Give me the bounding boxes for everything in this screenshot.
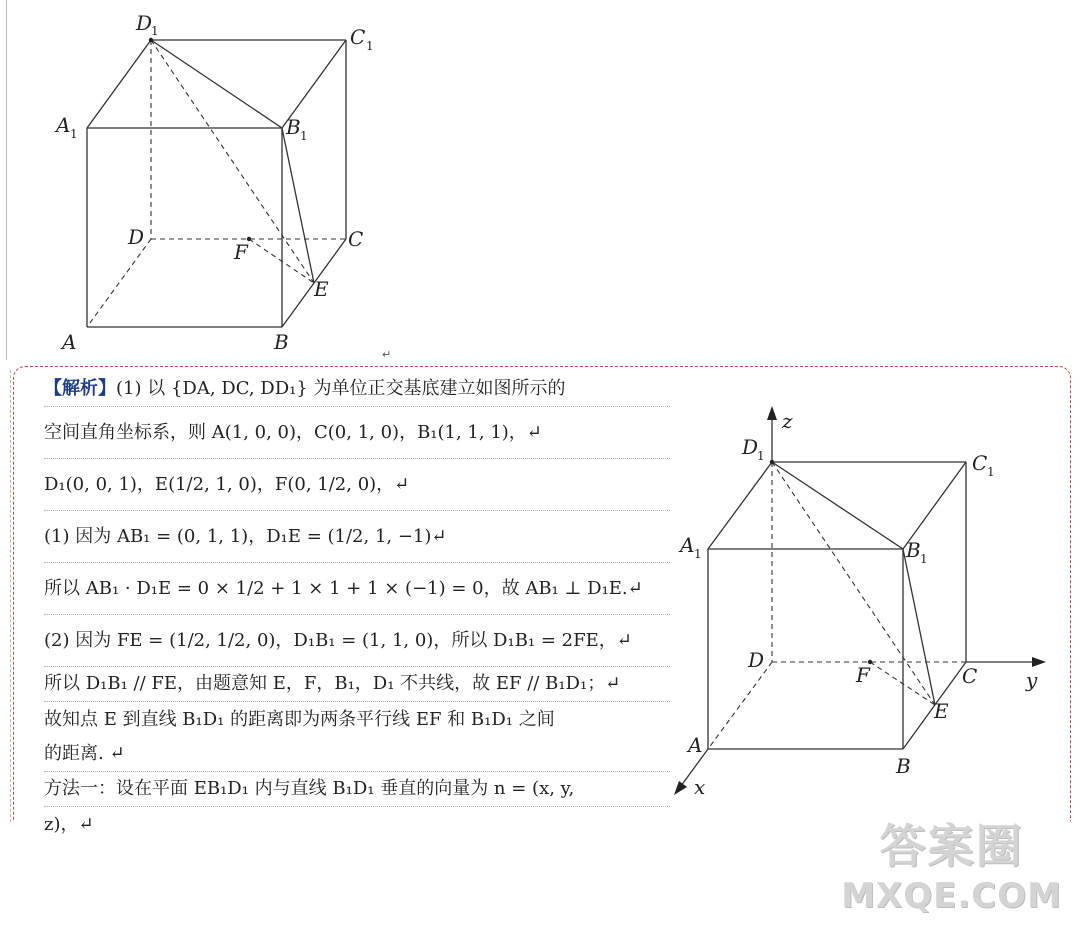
label-F-top: F	[234, 240, 248, 264]
label-B-right: B	[896, 754, 911, 778]
label-D1-right: D	[742, 435, 759, 459]
label-D1-top: D	[136, 11, 153, 35]
label-B-top: B	[274, 330, 289, 354]
label-A1-top: A	[56, 113, 71, 137]
cube-figure-top	[0, 0, 400, 360]
solution-line-7: 所以 D₁B₁ // FE，由题意知 E，F，B₁，D₁ 不共线，故 EF // B₁D₁；↵	[44, 667, 670, 702]
solution-line-10: 方法一：设在平面 EB₁D₁ 内与直线 B₁D₁ 垂直的向量为 n = (x, y,	[44, 772, 670, 807]
svg-text:1: 1	[694, 547, 702, 561]
svg-text:1: 1	[987, 465, 995, 479]
watermark-url: MXQE.COM	[841, 876, 1062, 916]
label-C1-right: C	[972, 451, 988, 475]
svg-text:1: 1	[366, 39, 374, 53]
label-E-top: E	[314, 277, 329, 301]
axis-label-y: y	[1026, 668, 1038, 692]
left-margin-dashed-line	[10, 370, 12, 822]
watermark	[841, 810, 1062, 916]
svg-text:1: 1	[151, 24, 159, 38]
solution-line-1: 【解析】 (1) 以 {DA, DC, DD₁} 为单位正交基底建立如图所示的	[44, 372, 670, 407]
axis-label-z: z	[782, 409, 793, 433]
svg-text:1: 1	[757, 449, 765, 463]
label-C-top: C	[348, 227, 364, 251]
watermark-chars: 答案圈	[879, 819, 1024, 873]
label-E-right: E	[934, 699, 949, 723]
solution-line-11: z)，↵	[44, 813, 94, 835]
label-B1-top: B	[286, 115, 301, 139]
label-A-right: A	[688, 733, 703, 757]
label-C1-top: C	[350, 25, 366, 49]
label-D-top: D	[128, 225, 145, 249]
label-A-top: A	[62, 330, 77, 354]
svg-text:1: 1	[300, 129, 308, 143]
solution-line-3: D₁(0, 0, 1)，E(1/2, 1, 0)，F(0, 1/2, 0)，↵	[44, 459, 670, 511]
label-A1-right: A	[680, 533, 695, 557]
solution-line-9: 的距离. ↵	[44, 737, 670, 772]
svg-text:1: 1	[70, 127, 78, 141]
paragraph-mark: ↵	[382, 348, 392, 361]
axis-label-x: x	[694, 775, 706, 799]
solution-line-4: (1) 因为 AB₁ = (0, 1, 1)，D₁E = (1/2, 1, −1)↵	[44, 511, 670, 563]
solution-line-6: (2) 因为 FE = (1/2, 1/2, 0)，D₁B₁ = (1, 1, 0)，所以 D₁B₁ = 2FE，↵	[44, 615, 670, 667]
label-F-right: F	[856, 663, 870, 687]
svg-text:1: 1	[920, 552, 928, 566]
solution-heading: 【解析】	[44, 378, 116, 400]
solution-line-8: 故知点 E 到直线 B₁D₁ 的距离即为两条平行线 EF 和 B₁D₁ 之间	[44, 708, 555, 730]
solution-line-5: 所以 AB₁ · D₁E = 0 × 1/2 + 1 × 1 + 1 × (−1) = 0，故 AB₁ ⊥ D₁E.↵	[44, 563, 670, 615]
label-D-right: D	[748, 648, 765, 672]
label-C-right: C	[962, 664, 978, 688]
cube-figure-right	[668, 400, 1068, 840]
label-B1-right: B	[906, 538, 921, 562]
solution-line-2: 空间直角坐标系，则 A(1, 0, 0)，C(0, 1, 0)，B₁(1, 1, 1)，↵	[44, 407, 670, 459]
solution-text	[44, 372, 670, 842]
